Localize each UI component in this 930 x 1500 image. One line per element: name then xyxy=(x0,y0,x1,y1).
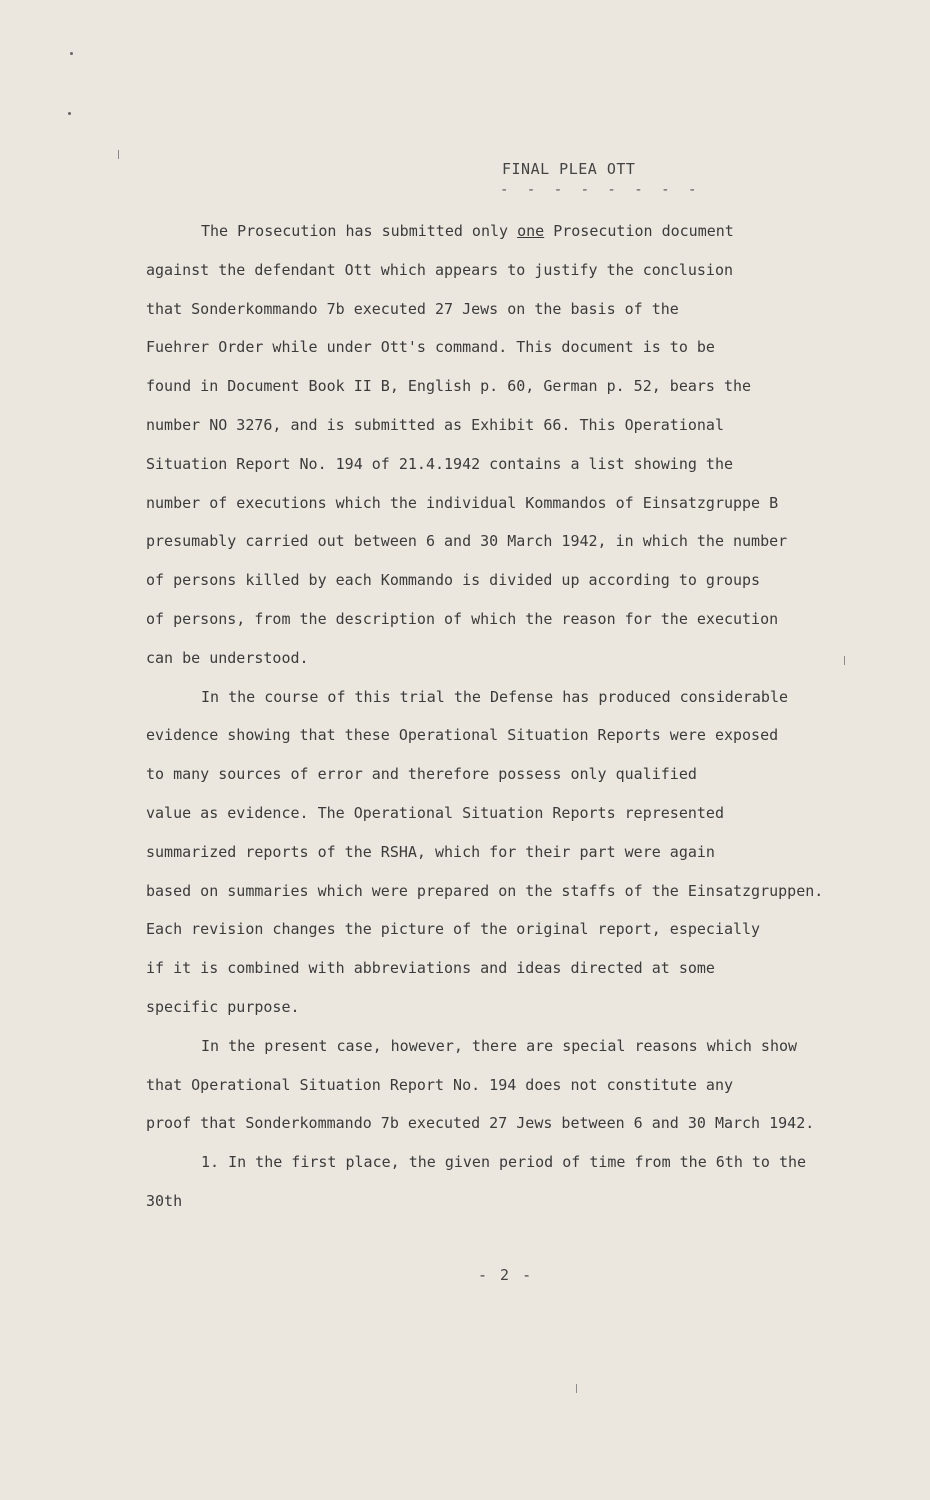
text-line: presumably carried out between 6 and 30 March 1942, in which the number xyxy=(146,532,788,551)
text-line: 1. In the first place, the given period of time from the 6th to the xyxy=(201,1153,807,1172)
text-line: number of executions which the individual Kommandos of Einsatzgruppe B xyxy=(146,493,779,512)
text-line: number NO 3276, and is submitted as Exhibit 66. This Operational xyxy=(146,415,724,434)
margin-speck xyxy=(68,112,71,115)
text-line: summarized reports of the RSHA, which for their part were again xyxy=(146,842,715,861)
text-line: evidence showing that these Operational Situation Reports were exposed xyxy=(146,726,779,745)
text-line: 30th xyxy=(146,1191,183,1210)
text-line: that Sonderkommando 7b executed 27 Jews on the basis of the xyxy=(146,299,679,318)
underlined-word: one xyxy=(517,222,545,240)
text-line: of persons killed by each Kommando is divided up according to groups xyxy=(146,571,761,590)
text-line: proof that Sonderkommando 7b executed 27 Jews between 6 and 30 March 1942. xyxy=(146,1114,815,1133)
text-line: value as evidence. The Operational Situation Reports represented xyxy=(146,803,724,822)
page-number: - 2 - xyxy=(478,1266,534,1284)
text-segment: Prosecution document xyxy=(544,222,734,240)
title-underline: - - - - - - - - xyxy=(500,182,702,198)
text-line: to many sources of error and therefore possess only qualified xyxy=(146,765,697,784)
text-line: against the defendant Ott which appears to justify the conclusion xyxy=(146,260,733,279)
text-line: In the present case, however, there are special reasons which show xyxy=(201,1036,798,1055)
text-line: based on summaries which were prepared on the staffs of the Einsatzgruppen. xyxy=(146,881,824,900)
text-line: if it is combined with abbreviations and ideas directed at some xyxy=(146,959,715,978)
text-line: Fuehrer Order while under Ott's command. This document is to be xyxy=(146,338,715,357)
text-line: In the course of this trial the Defense has produced considerable xyxy=(201,687,788,706)
text-line: of persons, from the description of which the reason for the execution xyxy=(146,609,779,628)
text-line: that Operational Situation Report No. 194 does not constitute any xyxy=(146,1075,733,1094)
text-line: found in Document Book II B, English p. 60, German p. 52, bears the xyxy=(146,377,752,396)
document-title: FINAL PLEA OTT xyxy=(502,160,636,178)
margin-mark xyxy=(576,1384,577,1393)
text-line: Each revision changes the picture of the original report, especially xyxy=(146,920,761,939)
text-segment: The Prosecution has submitted only xyxy=(201,222,518,240)
text-line: specific purpose. xyxy=(146,997,300,1016)
margin-speck xyxy=(70,52,73,55)
margin-mark xyxy=(118,150,119,159)
document-body xyxy=(146,212,846,1221)
text-line: Situation Report No. 194 of 21.4.1942 contains a list showing the xyxy=(146,454,733,473)
text-line: can be understood. xyxy=(146,648,309,667)
text-line xyxy=(146,212,846,251)
